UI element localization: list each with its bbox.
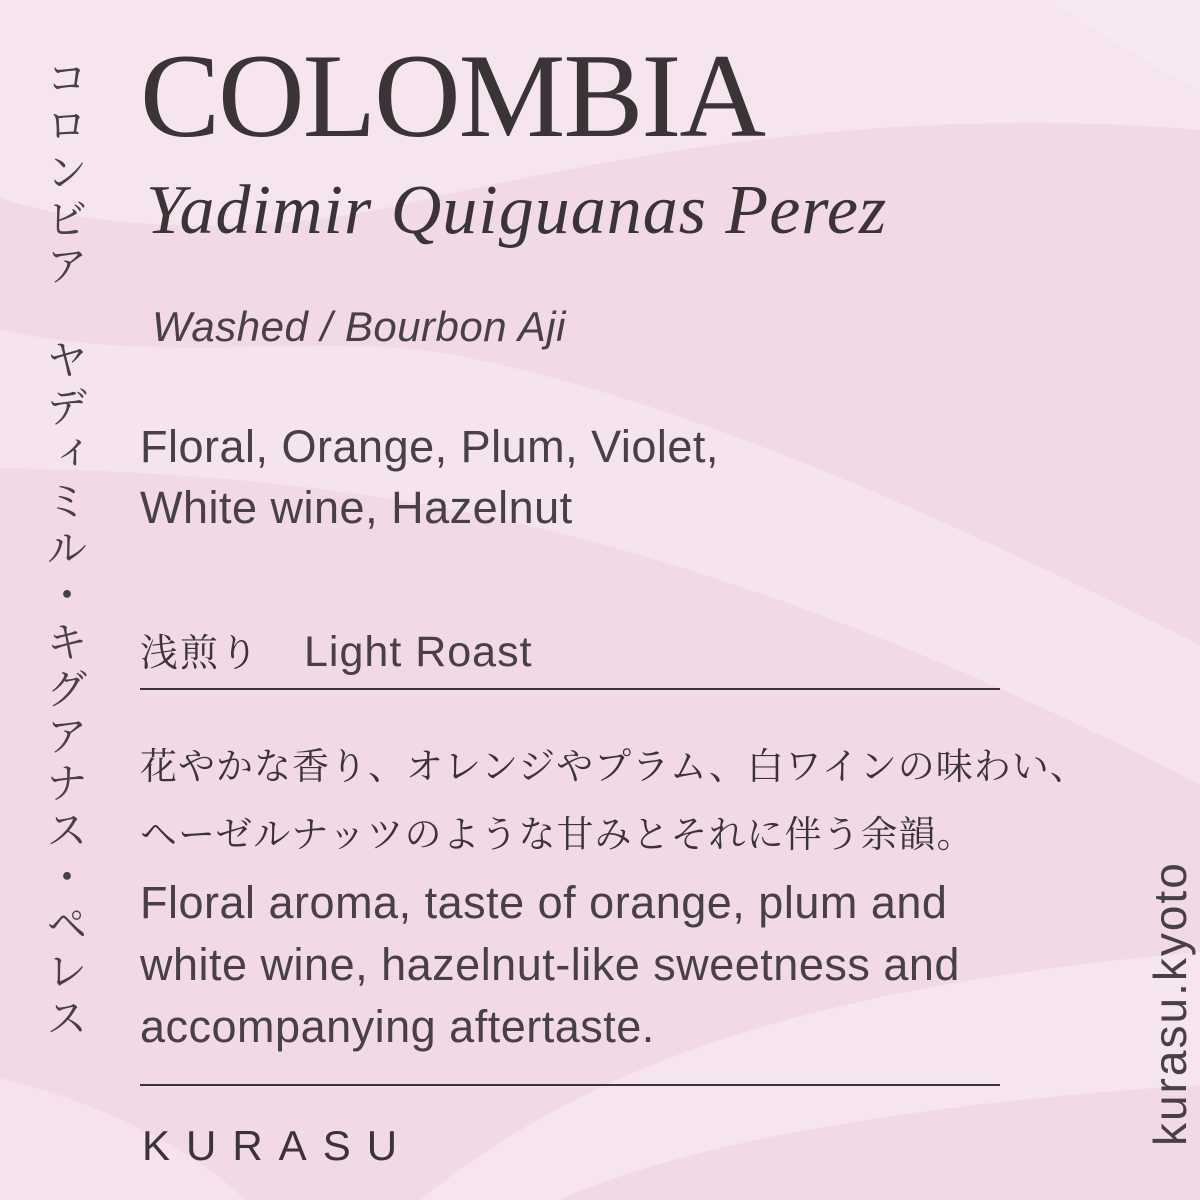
description-japanese-line-1: 花やかな香り、オレンジやプラム、白ワインの味わい、 (140, 747, 1088, 788)
country-title: COLOMBIA (140, 29, 765, 162)
description-japanese (140, 734, 1088, 870)
description-english-line-1: Floral aroma, taste of orange, plum and (140, 877, 948, 928)
roast-level-japanese: 浅煎り (140, 633, 261, 675)
description-japanese-line-2: ヘーゼルナッツのような甘みとそれに伴う余韻。 (140, 815, 975, 856)
website-vertical-text: kurasu.kyoto (1144, 861, 1196, 1146)
description-english-line-3: accompanying aftertaste. (140, 1001, 655, 1052)
flavor-notes-line-1: Floral, Orange, Plum, Violet, (140, 421, 719, 472)
roast-level (140, 622, 533, 677)
roast-level-english: Light Roast (304, 628, 533, 676)
flavor-notes (140, 416, 719, 538)
description-english (140, 872, 960, 1058)
producer-name: Yadimir Quiguanas Perez (146, 172, 888, 249)
vertical-japanese-title: コロンビア ヤディミル・キグアナス・ペレス (40, 56, 86, 1043)
divider-top (140, 688, 1000, 690)
description-english-line-2: white wine, hazelnut-like sweetness and (140, 939, 960, 990)
brand-wordmark: KURASU (142, 1122, 414, 1169)
flavor-notes-line-2: White wine, Hazelnut (140, 482, 573, 533)
divider-bottom (140, 1084, 1000, 1086)
process-and-variety: Washed / Bourbon Aji (152, 303, 566, 350)
